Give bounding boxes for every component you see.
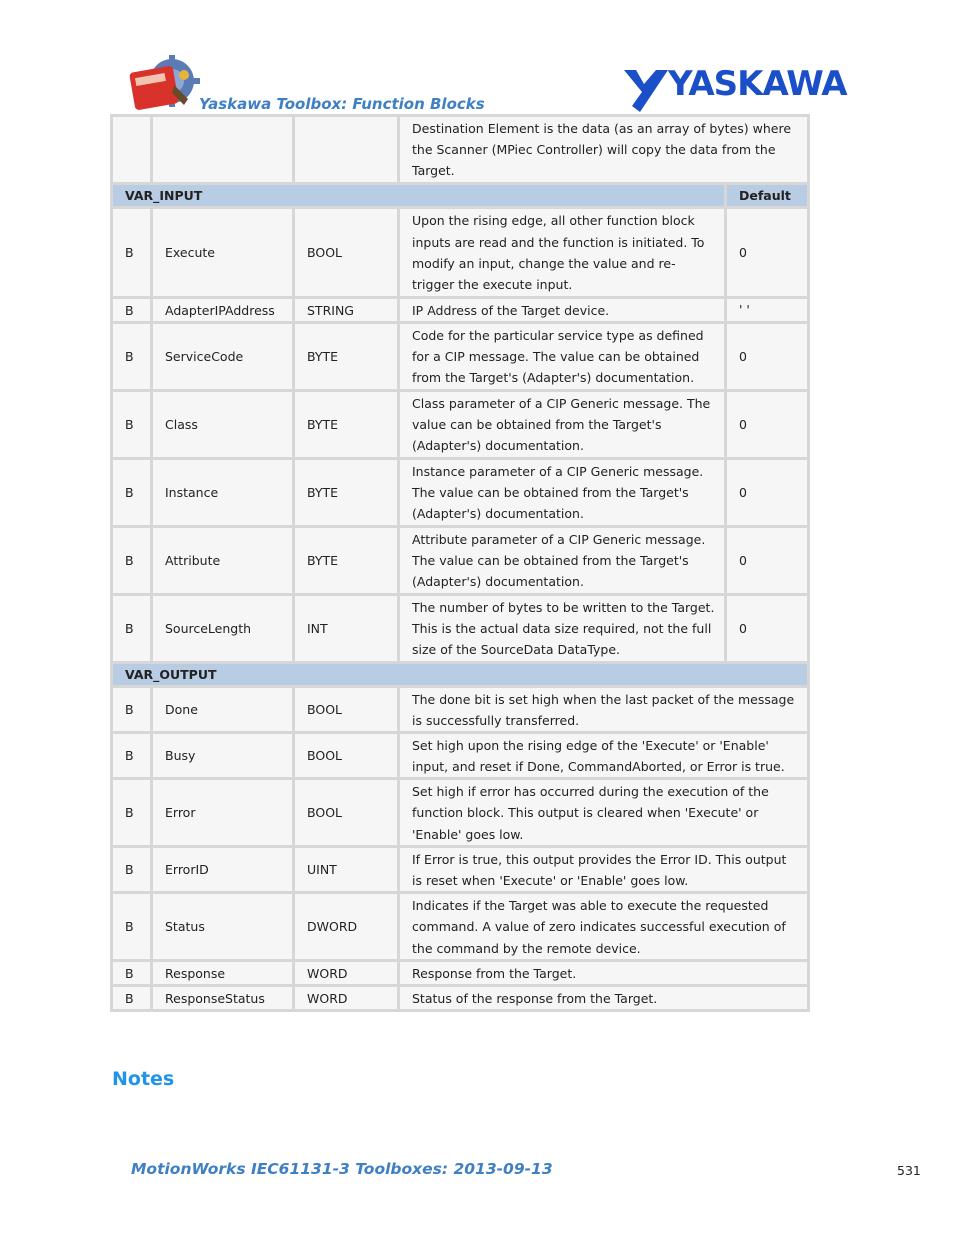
- param-type: BOOL: [294, 733, 399, 779]
- param-description: Upon the rising edge, all other function block inputs are read and the function is initiated. To modify an input, change the value and re-trigger the execute input.: [399, 208, 726, 298]
- parameter-table: [110, 114, 810, 1012]
- table-row: [112, 298, 809, 323]
- param-name: Class: [152, 391, 294, 459]
- param-type: BYTE: [294, 459, 399, 527]
- param-description: Instance parameter of a CIP Generic message. The value can be obtained from the Target's (Adapter's) documentation.: [399, 459, 726, 527]
- table-row: [112, 323, 809, 391]
- param-description: Indicates if the Target was able to execute the requested command. A value of zero indicates successful execution of the command by the remote device.: [399, 893, 809, 961]
- access-cell: B: [112, 595, 152, 663]
- param-type: BYTE: [294, 391, 399, 459]
- param-description: Response from the Target.: [399, 961, 809, 986]
- access-cell: B: [112, 986, 152, 1011]
- param-name: Response: [152, 961, 294, 986]
- page-number: 531: [897, 1163, 921, 1178]
- var-input-header: [112, 184, 809, 208]
- param-name: Attribute: [152, 527, 294, 595]
- param-name: Instance: [152, 459, 294, 527]
- param-name: SourceLength: [152, 595, 294, 663]
- access-cell: B: [112, 391, 152, 459]
- param-description: Status of the response from the Target.: [399, 986, 809, 1011]
- default-column-header: Default: [726, 184, 809, 208]
- param-description: Class parameter of a CIP Generic message. The value can be obtained from the Target's (Adapter's) documentation.: [399, 391, 726, 459]
- access-cell: B: [112, 893, 152, 961]
- table-row: [112, 595, 809, 663]
- access-cell: B: [112, 208, 152, 298]
- param-default: 0: [726, 208, 809, 298]
- param-description: Attribute parameter of a CIP Generic message. The value can be obtained from the Target's (Adapter's) documentation.: [399, 527, 726, 595]
- yaskawa-swoosh-icon: [622, 66, 668, 112]
- param-type: BOOL: [294, 208, 399, 298]
- destination-description: Destination Element is the data (as an array of bytes) where the Scanner (MPiec Controller) will copy the data from the Target.: [399, 116, 809, 184]
- access-cell: B: [112, 687, 152, 733]
- access-cell: B: [112, 733, 152, 779]
- param-type: BOOL: [294, 687, 399, 733]
- param-name: Busy: [152, 733, 294, 779]
- toolbox-logo-icon: [128, 55, 200, 113]
- access-cell: B: [112, 527, 152, 595]
- param-type: BYTE: [294, 323, 399, 391]
- param-description: Code for the particular service type as defined for a CIP message. The value can be obtained from the Target's (Adapter's) documentation.: [399, 323, 726, 391]
- table-row: [112, 208, 809, 298]
- param-name: ErrorID: [152, 847, 294, 893]
- param-description: Set high if error has occurred during the execution of the function block. This output is cleared when 'Execute' or 'Enable' goes low.: [399, 779, 809, 847]
- table-row: [112, 687, 809, 733]
- param-description: The number of bytes to be written to the Target. This is the actual data size required, not the full size of the SourceData DataType.: [399, 595, 726, 663]
- access-cell: B: [112, 323, 152, 391]
- param-type: WORD: [294, 961, 399, 986]
- param-default: 0: [726, 595, 809, 663]
- table-row: [112, 459, 809, 527]
- var-output-label: VAR_OUTPUT: [112, 663, 809, 687]
- param-default: 0: [726, 459, 809, 527]
- param-name: Execute: [152, 208, 294, 298]
- access-cell: B: [112, 459, 152, 527]
- param-description: IP Address of the Target device.: [399, 298, 726, 323]
- param-description: Set high upon the rising edge of the 'Execute' or 'Enable' input, and reset if Done, CommandAborted, or Error is true.: [399, 733, 809, 779]
- footer-title: MotionWorks IEC61131-3 Toolboxes: 2013-09-13: [131, 1160, 553, 1178]
- param-name: Error: [152, 779, 294, 847]
- param-name: ResponseStatus: [152, 986, 294, 1011]
- param-name: Status: [152, 893, 294, 961]
- param-name: AdapterIPAddress: [152, 298, 294, 323]
- access-cell: B: [112, 779, 152, 847]
- param-default: 0: [726, 391, 809, 459]
- var-input-label: VAR_INPUT: [112, 184, 726, 208]
- param-type: BOOL: [294, 779, 399, 847]
- notes-heading: Notes: [112, 1068, 175, 1090]
- access-cell: B: [112, 298, 152, 323]
- table-row: [112, 733, 809, 779]
- table-row: [112, 847, 809, 893]
- param-type: INT: [294, 595, 399, 663]
- param-type: BYTE: [294, 527, 399, 595]
- table-row: [112, 779, 809, 847]
- header-title: Yaskawa Toolbox: Function Blocks: [199, 95, 485, 113]
- param-default: 0: [726, 527, 809, 595]
- table-row: [112, 986, 809, 1011]
- table-row: [112, 961, 809, 986]
- param-type: DWORD: [294, 893, 399, 961]
- table-row: [112, 391, 809, 459]
- yaskawa-logo: [622, 66, 846, 112]
- param-default: 0: [726, 323, 809, 391]
- param-description: The done bit is set high when the last packet of the message is successfully transferred.: [399, 687, 809, 733]
- param-description: If Error is true, this output provides the Error ID. This output is reset when 'Execute' or 'Enable' goes low.: [399, 847, 809, 893]
- table-row: [112, 116, 809, 184]
- table-row: [112, 893, 809, 961]
- table-row: [112, 527, 809, 595]
- access-cell: B: [112, 847, 152, 893]
- param-type: UINT: [294, 847, 399, 893]
- access-cell: B: [112, 961, 152, 986]
- var-output-header: [112, 663, 809, 687]
- param-name: Done: [152, 687, 294, 733]
- param-type: STRING: [294, 298, 399, 323]
- param-default: ' ': [726, 298, 809, 323]
- brand-name: YASKAWA: [668, 64, 847, 104]
- param-name: ServiceCode: [152, 323, 294, 391]
- param-type: WORD: [294, 986, 399, 1011]
